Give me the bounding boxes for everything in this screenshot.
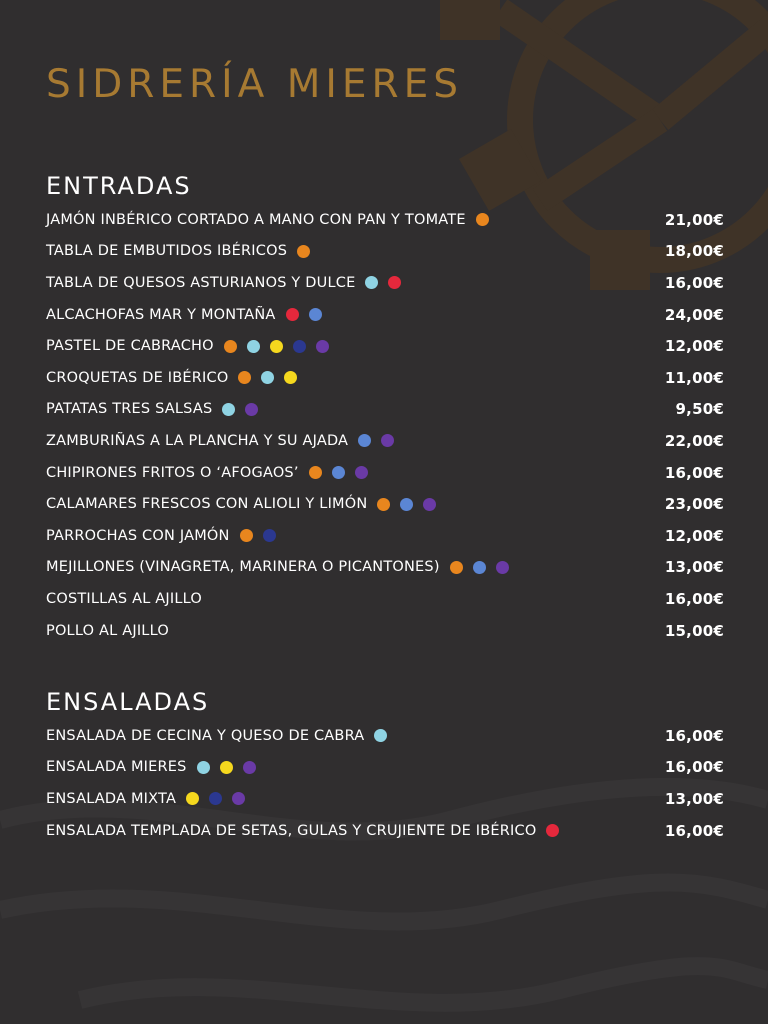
menu-item-price: 22,00€ (664, 431, 724, 450)
red-dot-icon (388, 276, 401, 289)
menu-item-name: TABLA DE QUESOS ASTURIANOS Y DULCE (46, 274, 356, 291)
allergen-dots (197, 761, 256, 774)
navy-dot-icon (293, 340, 306, 353)
blue-dot-icon (473, 561, 486, 574)
purple-dot-icon (245, 403, 258, 416)
menu-item-main (46, 338, 329, 354)
menu-item-price: 11,00€ (664, 368, 724, 387)
menu-item-name: JAMÓN INBÉRICO CORTADO A MANO CON PAN Y TOMATE (46, 211, 466, 228)
orange-dot-icon (297, 245, 310, 258)
allergen-dots (224, 340, 329, 353)
menu-item-price: 21,00€ (664, 210, 724, 229)
orange-dot-icon (240, 529, 253, 542)
menu-item (46, 457, 724, 489)
cyan-dot-icon (261, 371, 274, 384)
yellow-dot-icon (270, 340, 283, 353)
orange-dot-icon (450, 561, 463, 574)
allergen-dots (450, 561, 509, 574)
menu-item (46, 520, 724, 552)
menu-item-price: 13,00€ (664, 558, 724, 577)
allergen-dots (358, 434, 394, 447)
purple-dot-icon (355, 466, 368, 479)
menu-item (46, 299, 724, 331)
cyan-dot-icon (247, 340, 260, 353)
cyan-dot-icon (222, 403, 235, 416)
blue-dot-icon (358, 434, 371, 447)
orange-dot-icon (238, 371, 251, 384)
yellow-dot-icon (220, 761, 233, 774)
menu-item-name: ALCACHOFAS MAR Y MONTAÑA (46, 306, 276, 323)
cyan-dot-icon (365, 276, 378, 289)
purple-dot-icon (316, 340, 329, 353)
menu-item-price: 16,00€ (664, 273, 724, 292)
menu-item-name: ENSALADA MIERES (46, 759, 187, 776)
allergen-dots (374, 729, 387, 742)
menu-item (46, 783, 724, 815)
menu-item-price: 16,00€ (664, 463, 724, 482)
menu-item-main (46, 559, 509, 575)
orange-dot-icon (476, 213, 489, 226)
section-title: ENTRADAS (46, 172, 192, 200)
menu-item-main (46, 433, 394, 449)
menu-item-price: 12,00€ (664, 526, 724, 545)
blue-dot-icon (309, 308, 322, 321)
menu-item-price: 18,00€ (664, 242, 724, 261)
menu-item-name: CHIPIRONES FRITOS O ‘AFOGAOS’ (46, 464, 299, 481)
menu-item-name: ENSALADA MIXTA (46, 790, 177, 807)
menu-item-price: 23,00€ (664, 495, 724, 514)
yellow-dot-icon (284, 371, 297, 384)
menu-item (46, 552, 724, 584)
menu-item (46, 236, 724, 268)
orange-dot-icon (309, 466, 322, 479)
menu-item-name: PASTEL DE CABRACHO (46, 338, 214, 355)
menu-item-main (46, 823, 559, 839)
menu-item-main (46, 370, 297, 386)
menu-item-main (46, 243, 310, 259)
blue-dot-icon (400, 498, 413, 511)
menu-item-price: 16,00€ (664, 589, 724, 608)
cyan-dot-icon (197, 761, 210, 774)
orange-dot-icon (224, 340, 237, 353)
menu-item (46, 583, 724, 615)
yellow-dot-icon (186, 792, 199, 805)
menu-item-main (46, 275, 401, 291)
allergen-dots (297, 245, 310, 258)
allergen-dots (377, 498, 436, 511)
cyan-dot-icon (374, 729, 387, 742)
menu-item-name: COSTILLAS AL AJILLO (46, 590, 203, 607)
orange-dot-icon (377, 498, 390, 511)
blue-dot-icon (332, 466, 345, 479)
purple-dot-icon (381, 434, 394, 447)
allergen-dots (222, 403, 258, 416)
menu-item (46, 362, 724, 394)
item-list (46, 720, 724, 846)
menu-item-name: ENSALADA DE CECINA Y QUESO DE CABRA (46, 727, 365, 744)
menu-item-main (46, 401, 258, 417)
menu-item-price: 15,00€ (664, 621, 724, 640)
menu-item-price: 16,00€ (664, 758, 724, 777)
menu-item (46, 615, 724, 647)
menu-item-price: 12,00€ (664, 337, 724, 356)
menu-item-name: CALAMARES FRESCOS CON ALIOLI Y LIMÓN (46, 496, 368, 513)
menu-item (46, 488, 724, 520)
navy-dot-icon (209, 792, 222, 805)
allergen-dots (476, 213, 489, 226)
menu-item-price: 24,00€ (664, 305, 724, 324)
menu-item-price: 9,50€ (675, 400, 724, 419)
menu-item-main (46, 307, 322, 323)
menu-item-main (46, 623, 169, 639)
allergen-dots (286, 308, 322, 321)
menu-item-name: ZAMBURIÑAS A LA PLANCHA Y SU AJADA (46, 432, 349, 449)
menu-item (46, 752, 724, 784)
menu-item-name: ENSALADA TEMPLADA DE SETAS, GULAS Y CRUJIENTE DE IBÉRICO (46, 822, 537, 839)
menu-item-main (46, 528, 276, 544)
menu-item-main (46, 212, 489, 228)
allergen-dots (238, 371, 297, 384)
item-list (46, 204, 724, 646)
menu-item (46, 815, 724, 847)
menu-item-name: POLLO AL AJILLO (46, 622, 169, 639)
navy-dot-icon (263, 529, 276, 542)
menu-item-name: PARROCHAS CON JAMÓN (46, 527, 230, 544)
purple-dot-icon (232, 792, 245, 805)
allergen-dots (365, 276, 401, 289)
menu-item-main (46, 496, 436, 512)
menu-item-main (46, 791, 245, 807)
menu-item-price: 13,00€ (664, 789, 724, 808)
menu-item (46, 425, 724, 457)
red-dot-icon (286, 308, 299, 321)
menu-item-main (46, 759, 256, 775)
purple-dot-icon (423, 498, 436, 511)
menu-item (46, 267, 724, 299)
section-ensaladas (46, 684, 724, 846)
section-title: ENSALADAS (46, 688, 210, 716)
menu-item-price: 16,00€ (664, 726, 724, 745)
purple-dot-icon (496, 561, 509, 574)
red-dot-icon (546, 824, 559, 837)
menu-item (46, 720, 724, 752)
menu-item-name: PATATAS TRES SALSAS (46, 401, 213, 418)
menu-item-main (46, 728, 387, 744)
menu-item-name: TABLA DE EMBUTIDOS IBÉRICOS (46, 243, 288, 260)
menu-item-main (46, 465, 368, 481)
menu-item-main (46, 591, 202, 607)
menu-item-name: CROQUETAS DE IBÉRICO (46, 369, 229, 386)
allergen-dots (240, 529, 276, 542)
menu-item-name: MEJILLONES (VINAGRETA, MARINERA O PICANTONES) (46, 559, 440, 576)
menu-item (46, 394, 724, 426)
purple-dot-icon (243, 761, 256, 774)
menu-item-price: 16,00€ (664, 821, 724, 840)
restaurant-name: SIDRERÍA MIERES (46, 62, 463, 107)
allergen-dots (186, 792, 245, 805)
section-entradas (46, 168, 724, 646)
menu-item (46, 204, 724, 236)
allergen-dots (309, 466, 368, 479)
allergen-dots (546, 824, 559, 837)
menu-item (46, 330, 724, 362)
